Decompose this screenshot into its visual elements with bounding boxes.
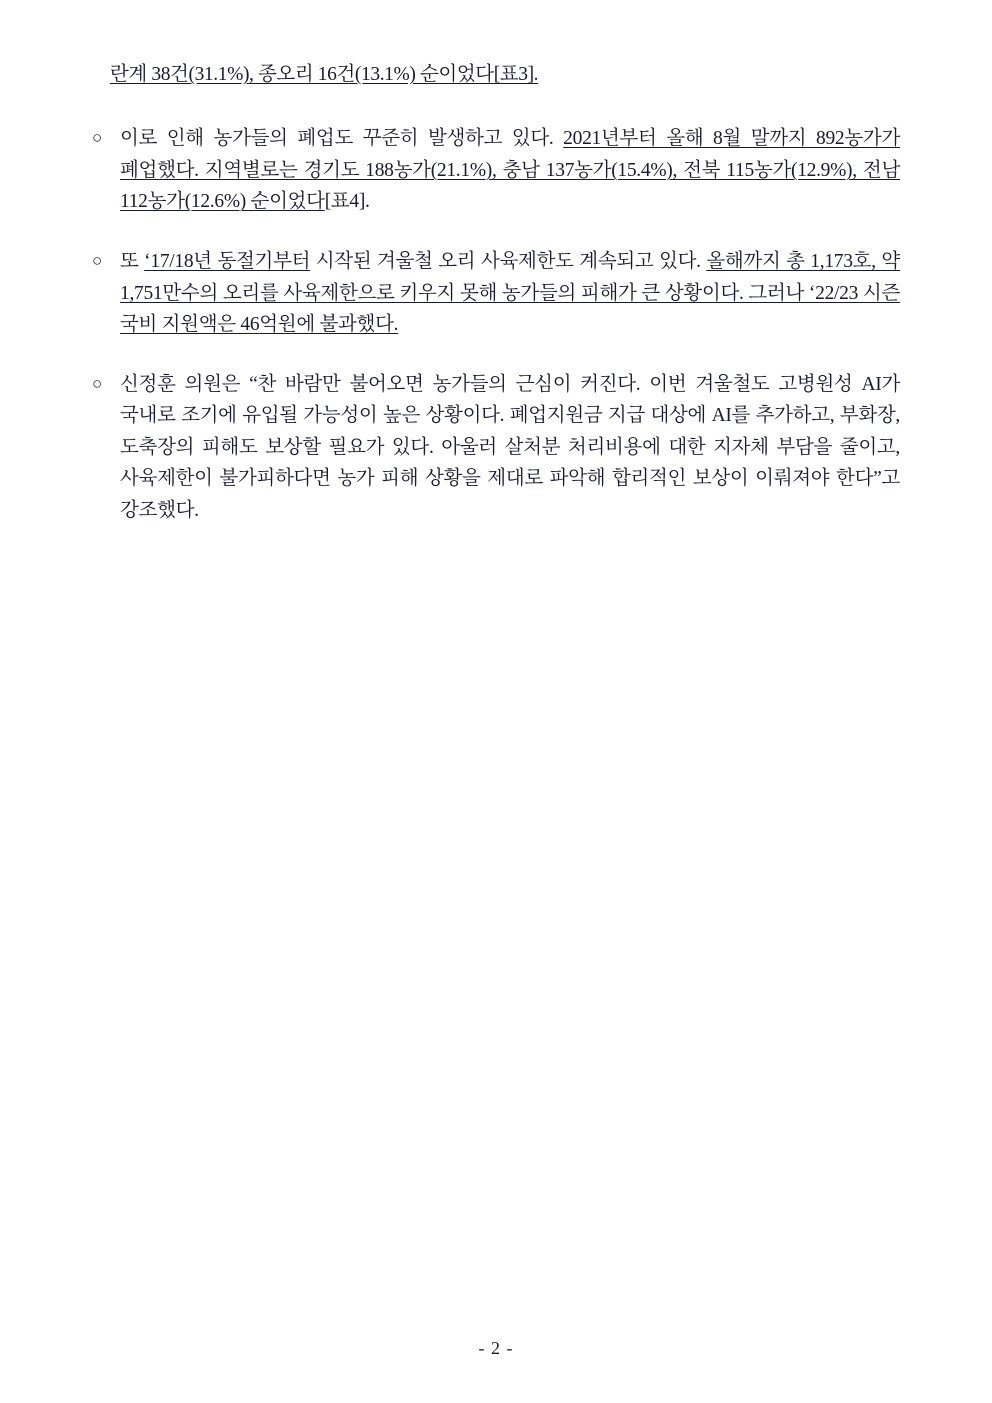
segment-2-3: 올해까지 총 1,173호, 약 1,751만수의 오리를 사육제한으로 키우지 못해 농가들의 피해가 큰 상황이다. 그러나 ‘22/23 시즌 국비 지원액은 46억원에 불과했다. [120, 250, 900, 336]
segment-2-2: 시작된 겨울철 오리 사육제한도 계속되고 있다. [310, 250, 707, 272]
page-number: - 2 - [478, 1338, 514, 1358]
bullet-marker-2: ○ [92, 250, 103, 270]
segment-1-0: 이로 인해 농가들의 폐업도 꾸준히 발생하고 있다. [120, 128, 564, 150]
bullet-marker-3: ○ [92, 373, 103, 393]
segment-2-0: 또 [120, 250, 145, 272]
paragraph-winter-breeding-limit [92, 246, 900, 341]
continued-text-line: 란계 38건(31.1%), 종오리 16건(13.1%) 순이었다[표3]. [110, 64, 539, 85]
segment-1-1: 2021년부터 올해 8월 말까지 892농가가 폐업했다. 지역별로는 경기도 188농가(21.1%), 충남 137농가(15.4%), 전북 115농가(12.9%), 전남 112농가(12.6%) 순이었다 [120, 128, 900, 213]
bullet-marker-1: ○ [92, 128, 103, 148]
paragraph-text-3 [120, 369, 900, 527]
paragraph-closure-farms [92, 123, 900, 218]
paragraph-lawmaker-statement [92, 369, 900, 527]
paragraph-text-1 [120, 123, 900, 218]
segment-1-2: [표4]. [324, 191, 370, 213]
segment-2-1: ‘17/18년 동절기부터 [144, 250, 311, 272]
paragraph-text-2 [120, 246, 900, 341]
segment-3-0: 신정훈 의원은 “찬 바람만 불어오면 농가들의 근심이 커진다. 이번 겨울철도 고병원성 AI가 국내로 조기에 유입될 가능성이 높은 상황이다. 폐업지원금 지급 대상에 AI를 추가하고, 부화장, 도축장의 피해도 보상할 필요가 있다. 아울러 살처분 처리비용에 대한 지자체 부담을 줄이고, 사육제한이 불가피하다면 농가 피해 상황을 제대로 파악해 합리적인 보상이 이뤄져야 한다”고 강조했다. [120, 373, 900, 522]
